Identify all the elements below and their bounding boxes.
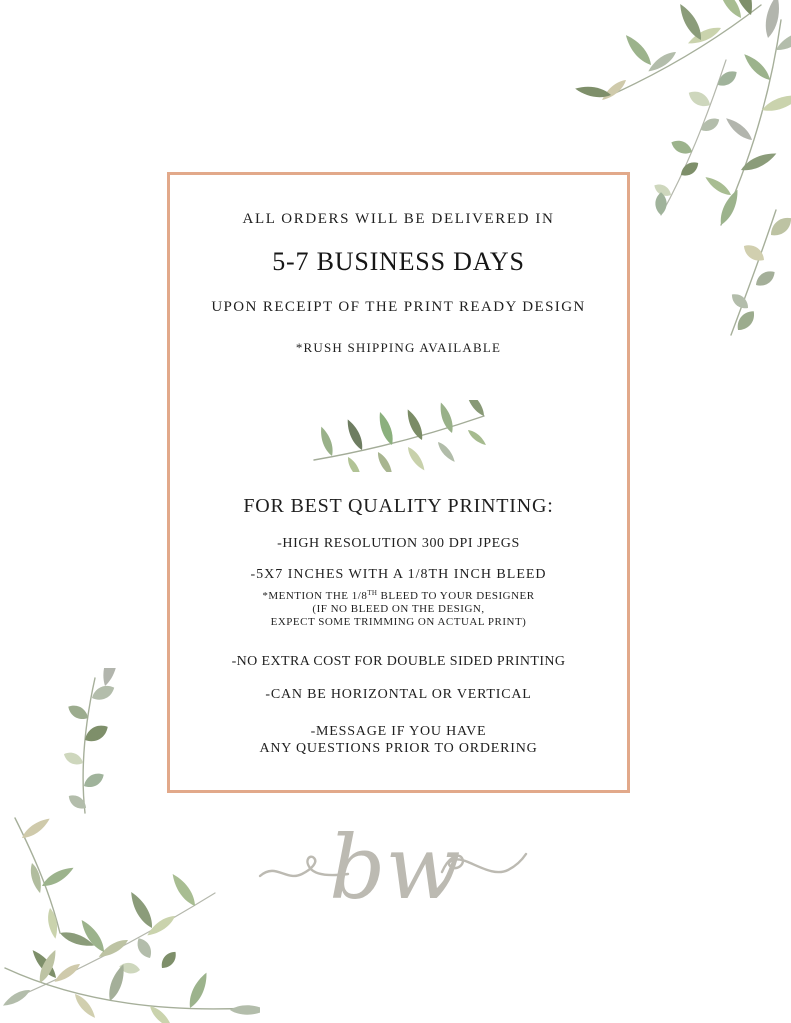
rush-shipping-note-text: *RUSH SHIPPING AVAILABLE [295,340,502,355]
bw-logo [256,810,530,920]
printing-item-size: -5X7 INCHES WITH A 1/8TH INCH BLEED [250,567,547,582]
shipping-headline-text: 5-7 BUSINESS DAYS [272,247,525,276]
bleed-note-line1-suffix: BLEED TO YOUR DESIGNER [377,590,535,602]
bleed-note-line1-prefix: *MENTION THE 1/8 [262,590,368,602]
bleed-note-line1 [167,589,630,602]
printing-item-orientation: -CAN BE HORIZONTAL OR VERTICAL [265,687,532,702]
printing-item-message-line2: ANY QUESTIONS PRIOR TO ORDERING [259,741,538,756]
bleed-note-line3: EXPECT SOME TRIMMING ON ACTUAL PRINT) [270,616,527,628]
bleed-note-line1-superscript: TH [367,589,378,597]
bleed-note-line2: (IF NO BLEED ON THE DESIGN, [312,603,485,615]
printing-item-message-line1: -MESSAGE IF YOU HAVE [310,724,487,739]
shipping-receipt-text: UPON RECEIPT OF THE PRINT READY DESIGN [211,299,586,315]
logo-monogram-text: bw [329,816,461,919]
shipping-intro-text: ALL ORDERS WILL BE DELIVERED IN [242,211,555,227]
printing-section-title: FOR BEST QUALITY PRINTING: [243,495,554,517]
printing-item-resolution: -HIGH RESOLUTION 300 DPI JPEGS [277,536,520,551]
printing-item-double-sided: -NO EXTRA COST FOR DOUBLE SIDED PRINTING [231,654,566,669]
